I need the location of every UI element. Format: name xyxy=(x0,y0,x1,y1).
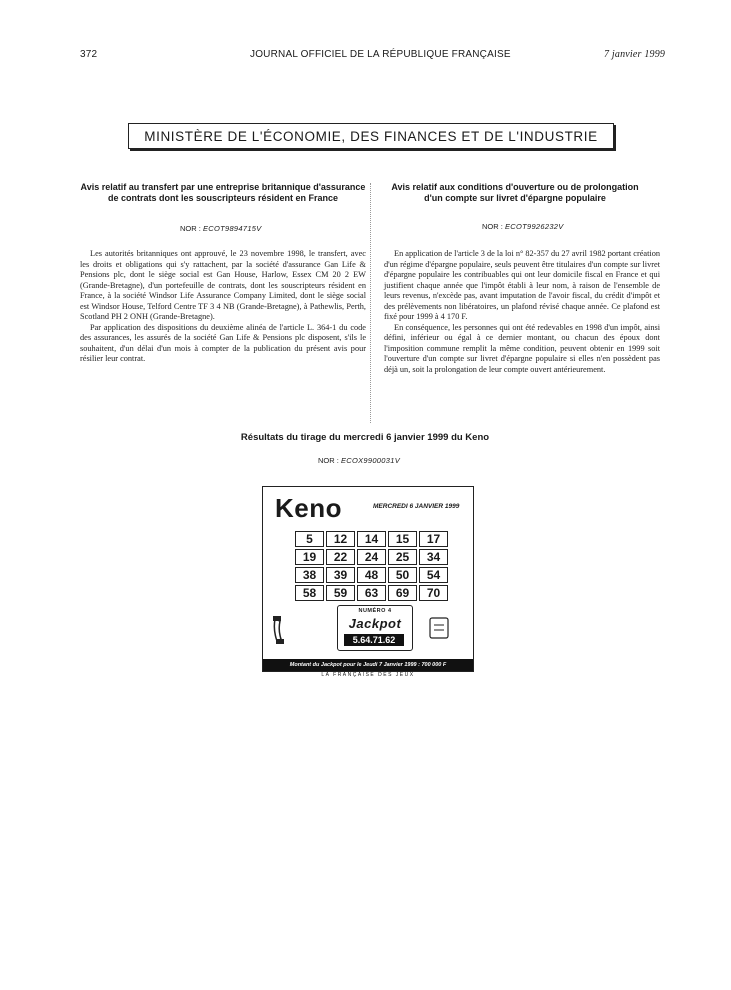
keno-notice-title: Résultats du tirage du mercredi 6 janvier 1999 du Keno xyxy=(240,432,490,443)
keno-number: 34 xyxy=(419,549,448,565)
ministry-heading: MINISTÈRE DE L'ÉCONOMIE, DES FINANCES ET DE L'INDUSTRIE xyxy=(128,123,614,149)
nor-code: ECOT9926232V xyxy=(504,222,564,231)
phone-icon xyxy=(271,615,293,645)
paragraph: En conséquence, les personnes qui ont été redevables en 1998 d'un impôt, ainsi défini, inférieur ou égal à ce dernier montant, ou chacun des époux dont l'imposition commune remplit la même condition, peuvent obtenir en 1999 soit l'ouverture d'un compte sur livret d'épargne populaire si elles n'en possèdent pas déjà un, soit la prolongation de leur compte ouvert antérieurement. xyxy=(384,322,660,374)
keno-number: 12 xyxy=(326,531,355,547)
keno-logo: Keno xyxy=(275,493,342,523)
jackpot-label: NUMÉRO 4 xyxy=(358,608,392,614)
keno-number: 5 xyxy=(295,531,324,547)
keno-number: 25 xyxy=(388,549,417,565)
right-notice-body xyxy=(384,249,660,375)
paragraph: En application de l'article 3 de la loi n° 82-357 du 27 avril 1982 portant création d'un régime d'épargne populaire, seuls peuvent être titulaires d'un compte sur livret d'épargne populaire les contribuables qui ont leur domicile fiscal en France et qui justifient chaque année que l'impôt établi à leur nom, à raison de l'ensemble de leurs revenus, n'excède pas, avant imputation de l'avoir fiscal, du crédit d'impôt et des prélèvements non libératoires, un plafond révisé chaque année. Ce plafond est fixé pour 1999 à 4 170 F. xyxy=(384,249,660,321)
page-number: 372 xyxy=(80,49,98,60)
keno-date: MERCREDI 6 JANVIER 1999 xyxy=(373,503,460,510)
nor-label: NOR : xyxy=(482,222,503,231)
jackpot-amount: 5.64.71.62 xyxy=(344,634,404,646)
keno-number: 38 xyxy=(295,567,324,583)
keno-number: 59 xyxy=(326,585,355,601)
paragraph: Les autorités britanniques ont approuvé, le 23 novembre 1998, le transfert, avec les droits et obligations qui s'y rattachent, par la société d'assurance Gan Life & Pensions plc, dont le siège social est Gan House, Harlow, Essex CM 20 2 EW (Grande-Bretagne), d'un portefeuille de contrats, dont les souscripteurs résident en France, à la société Windsor Life Assurance Company Limited, dont le siège social est Windsor House, Telford Centre TF 3 4 NB (Grande-Bretagne), à Pathewlis, Perth, Scotland PH 2 ONH (Grande-Bretagne). xyxy=(80,249,366,321)
nor-label: NOR : xyxy=(318,456,339,465)
right-notice-nor xyxy=(482,222,564,231)
brand-footer: LA FRANÇAISE DES JEUX xyxy=(321,672,415,678)
keno-number: 24 xyxy=(357,549,386,565)
column-divider xyxy=(370,183,375,423)
keno-number: 69 xyxy=(388,585,417,601)
keno-number: 48 xyxy=(357,567,386,583)
keno-number: 39 xyxy=(326,567,355,583)
jackpot-word: Jackpot xyxy=(348,616,402,631)
nor-code: ECOT9894715V xyxy=(202,224,262,233)
keno-number: 22 xyxy=(326,549,355,565)
left-notice-nor xyxy=(180,224,262,233)
journal-title: JOURNAL OFFICIEL DE LA RÉPUBLIQUE FRANÇAISE xyxy=(250,49,511,60)
keno-number: 50 xyxy=(388,567,417,583)
jackpot-banner: Montant du Jackpot pour le Jeudi 7 Janvier 1999 : 700 000 F xyxy=(263,659,473,671)
keno-number: 19 xyxy=(295,549,324,565)
keno-number: 70 xyxy=(419,585,448,601)
tv-icon xyxy=(429,617,449,639)
keno-number: 14 xyxy=(357,531,386,547)
keno-number: 54 xyxy=(419,567,448,583)
keno-number: 58 xyxy=(295,585,324,601)
right-notice-title: Avis relatif aux conditions d'ouverture ou de prolongation d'un compte sur livret d'épargne populaire xyxy=(391,182,639,203)
nor-label: NOR : xyxy=(180,224,201,233)
left-notice-title: Avis relatif au transfert par une entreprise britannique d'assurance de contrats dont les souscripteurs résident en France xyxy=(80,182,366,203)
keno-number-grid xyxy=(295,531,448,601)
paragraph: Par application des dispositions du deuxième alinéa de l'article L. 364-1 du code des assurances, les assurés de la société Gan Life & Pensions plc disposent, s'ils le souhaitent, d'un délai d'un mois à compter de la publication du présent avis pour résilier leur contrat. xyxy=(80,322,366,363)
jackpot-box xyxy=(337,605,413,651)
nor-code: ECOX9900031V xyxy=(340,456,400,465)
keno-number: 63 xyxy=(357,585,386,601)
keno-number: 15 xyxy=(388,531,417,547)
header-date: 7 janvier 1999 xyxy=(604,49,666,60)
left-notice-body xyxy=(80,249,366,365)
keno-notice-nor xyxy=(318,456,400,465)
keno-ticket xyxy=(262,486,474,672)
keno-number: 17 xyxy=(419,531,448,547)
